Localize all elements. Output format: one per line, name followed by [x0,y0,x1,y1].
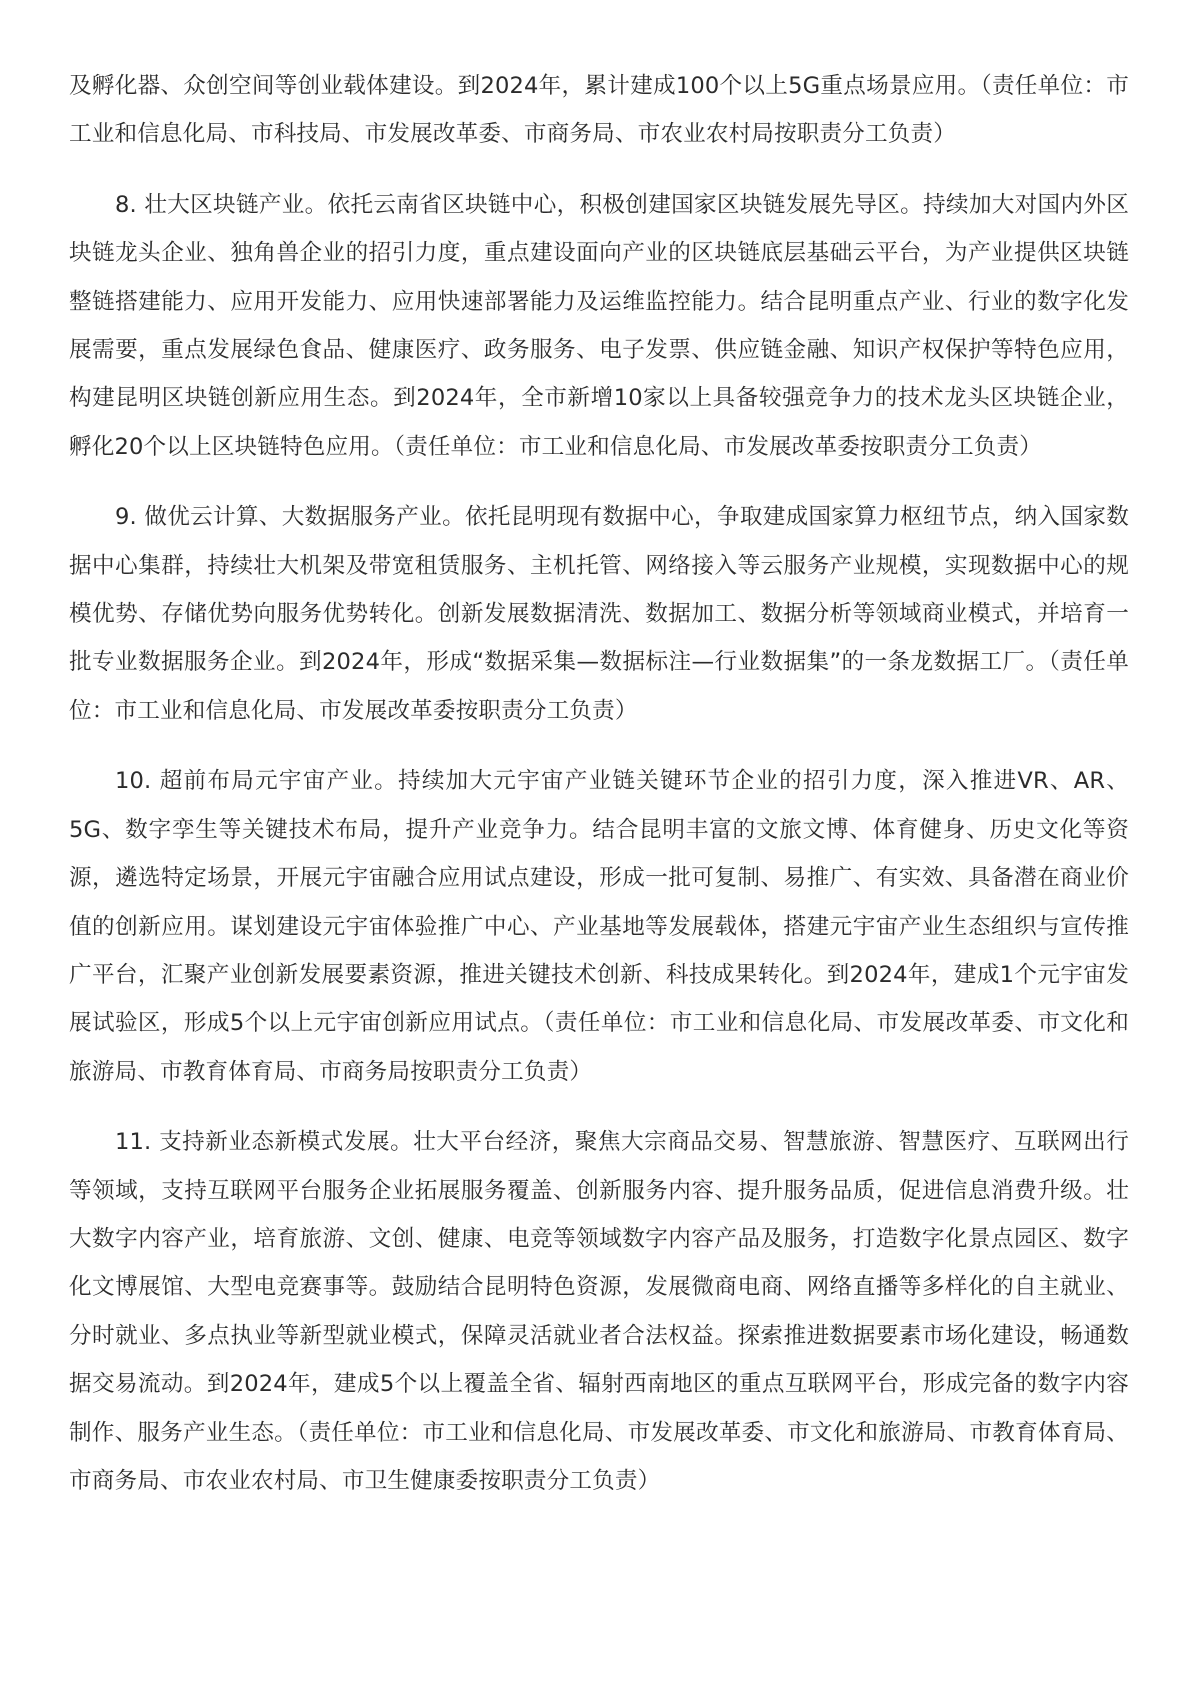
paragraph-item-8-blockchain: 8. 壮大区块链产业。依托云南省区块链中心，积极创建国家区块链发展先导区。持续加大对国内外区块链龙头企业、独角兽企业的招引力度，重点建设面向产业的区块链底层基础云平台，为产业提供区块链整链搭建能力、应用开发能力、应用快速部署能力及运维监控能力。结合昆明重点产业、行业的数字化发展需要，重点发展绿色食品、健康医疗、政务服务、电子发票、供应链金融、知识产权保护等特色应用，构建昆明区块链创新应用生态。到2024年，全市新增10家以上具备较强竞争力的技术龙头区块链企业，孵化20个以上区块链特色应用。（责任单位：市工业和信息化局、市发展改革委按职责分工负责） [69,191,1129,460]
paragraph-item-9-cloud-bigdata: 9. 做优云计算、大数据服务产业。依托昆明现有数据中心，争取建成国家算力枢纽节点，纳入国家数据中心集群，持续壮大机架及带宽租赁服务、主机托管、网络接入等云服务产业规模，实现数据中心的规模优势、存储优势向服务优势转化。创新发展数据清洗、数据加工、数据分析等领域商业模式，并培育一批专业数据服务企业。到2024年，形成“数据采集—数据标注—行业数据集”的一条龙数据工厂。（责任单位：市工业和信息化局、市发展改革委按职责分工负责） [69,504,1129,724]
paragraph-continued: 及孵化器、众创空间等创业载体建设。到2024年，累计建成100个以上5G重点场景应用。（责任单位：市工业和信息化局、市科技局、市发展改革委、市商务局、市农业农村局按职责分工负责） [69,73,1129,148]
paragraph-item-11-new-business-models: 11. 支持新业态新模式发展。壮大平台经济，聚焦大宗商品交易、智慧旅游、智慧医疗、互联网出行等领域，支持互联网平台服务企业拓展服务覆盖、创新服务内容、提升服务品质，促进信息消费升级。壮大数字内容产业，培育旅游、文创、健康、电竞等领域数字内容产品及服务，打造数字化景点园区、数字化文博展馆、大型电竞赛事等。鼓励结合昆明特色资源，发展微商电商、网络直播等多样化的自主就业、分时就业、多点执业等新型就业模式，保障灵活就业者合法权益。探索推进数据要素市场化建设，畅通数据交易流动。到2024年，建成5个以上覆盖全省、辐射西南地区的重点互联网平台，形成完备的数字内容制作、服务产业生态。（责任单位：市工业和信息化局、市发展改革委、市文化和旅游局、市教育体育局、市商务局、市农业农村局、市卫生健康委按职责分工负责） [69,1129,1129,1494]
paragraph-item-10-metaverse: 10. 超前布局元宇宙产业。持续加大元宇宙产业链关键环节企业的招引力度，深入推进VR、AR、5G、数字孪生等关键技术布局，提升产业竞争力。结合昆明丰富的文旅文博、体育健身、历史文化等资源，遴选特定场景，开展元宇宙融合应用试点建设，形成一批可复制、易推广、有实效、具备潜在商业价值的创新应用。谋划建设元宇宙体验推广中心、产业基地等发展载体，搭建元宇宙产业生态组织与宣传推广平台，汇聚产业创新发展要素资源，推进关键技术创新、科技成果转化。到2024年，建成1个元宇宙发展试验区，形成5个以上元宇宙创新应用试点。（责任单位：市工业和信息化局、市发展改革委、市文化和旅游局、市教育体育局、市商务局按职责分工负责） [69,768,1129,1085]
